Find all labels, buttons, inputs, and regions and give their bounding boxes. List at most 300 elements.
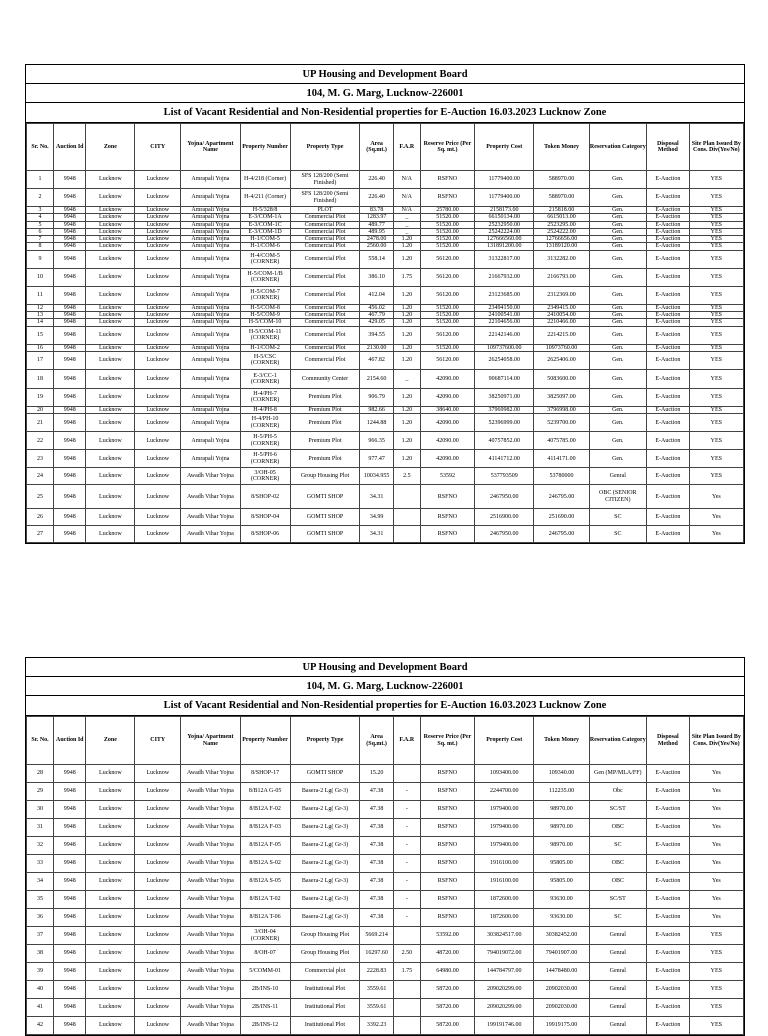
table-body bbox=[27, 765, 744, 1035]
table-cell: 6 bbox=[27, 228, 54, 235]
property-table bbox=[26, 716, 744, 1035]
table-cell bbox=[393, 526, 420, 543]
column-header: F.A.R bbox=[393, 717, 420, 765]
table-cell: RSFNO bbox=[420, 189, 474, 207]
table-cell: 2.50 bbox=[393, 945, 420, 963]
table-cell: Community Center bbox=[290, 369, 360, 388]
table-cell: SC/ST bbox=[589, 801, 646, 819]
table-cell: 3392.23 bbox=[360, 1017, 393, 1035]
table-cell: Genral bbox=[589, 945, 646, 963]
table-cell: Amrapali Yojna bbox=[181, 388, 240, 406]
table-cell: 25 bbox=[27, 485, 54, 509]
table-cell: E-Auction bbox=[646, 344, 689, 351]
table-cell: Yes bbox=[689, 837, 743, 855]
table-cell: 37969982.00 bbox=[475, 406, 534, 413]
table-cell: Lucknow bbox=[86, 326, 135, 344]
column-header: Area (Sq.mt.) bbox=[360, 717, 393, 765]
table-cell: 2210466.00 bbox=[534, 319, 589, 326]
table-cell: Amrapali Yojna bbox=[181, 214, 240, 221]
table-cell bbox=[393, 485, 420, 509]
table-cell: 412.04 bbox=[360, 286, 393, 304]
table-cell: Amrapali Yojna bbox=[181, 250, 240, 268]
table-cell: E-Auction bbox=[646, 250, 689, 268]
table-cell bbox=[393, 927, 420, 945]
table-cell: 2524222.00 bbox=[534, 228, 589, 235]
column-header: Sr. No. bbox=[27, 717, 54, 765]
table-cell: E-Auction bbox=[646, 214, 689, 221]
table-cell: 98970.00 bbox=[534, 819, 589, 837]
table-cell: Basera-2 Lg( Gr-3) bbox=[290, 909, 360, 927]
table-cell: Commercial Plot bbox=[290, 221, 360, 228]
list-title: List of Vacant Residential and Non-Residential properties for E-Auction 16.03.2023 Lucknow Zone bbox=[26, 696, 744, 716]
table-cell: SC bbox=[589, 837, 646, 855]
table-cell: Lucknow bbox=[135, 927, 181, 945]
table-cell: 2.5 bbox=[393, 468, 420, 485]
table-cell: _ bbox=[393, 369, 420, 388]
table-cell: E-Auction bbox=[646, 891, 689, 909]
table-cell: 9948 bbox=[54, 221, 86, 228]
table-cell: GOMTI SHOP bbox=[290, 485, 360, 509]
table-cell: 2523295.00 bbox=[534, 221, 589, 228]
table-cell: E-Auction bbox=[646, 171, 689, 189]
table-cell: - bbox=[393, 801, 420, 819]
table-cell: Commercial Plot bbox=[290, 312, 360, 319]
table-cell: _ bbox=[393, 214, 420, 221]
table-cell: Gen. bbox=[589, 369, 646, 388]
table-cell: Lucknow bbox=[86, 1017, 135, 1035]
table-cell: Lucknow bbox=[86, 344, 135, 351]
table-cell: - bbox=[393, 783, 420, 801]
table-cell: E-Auction bbox=[646, 414, 689, 432]
column-header: Property Type bbox=[290, 124, 360, 171]
table-cell: Lucknow bbox=[86, 783, 135, 801]
table-cell: Lucknow bbox=[135, 999, 181, 1017]
table-cell: Awadh Vihar Yojna bbox=[181, 999, 240, 1017]
table-cell: Lucknow bbox=[86, 837, 135, 855]
table-cell: Awadh Vihar Yojna bbox=[181, 485, 240, 509]
table-cell: 34.31 bbox=[360, 485, 393, 509]
column-header: Property Type bbox=[290, 717, 360, 765]
table-cell: 33 bbox=[27, 855, 54, 873]
table-cell: 16 bbox=[27, 344, 54, 351]
table-cell: 26254058.00 bbox=[475, 351, 534, 369]
table-cell: E-Auction bbox=[646, 837, 689, 855]
table-cell: Amrapali Yojna bbox=[181, 286, 240, 304]
table-cell: 1.20 bbox=[393, 250, 420, 268]
table-cell: 3559.61 bbox=[360, 999, 393, 1017]
table-cell: H-5/PH-6 (CORNER) bbox=[240, 450, 290, 468]
column-header: Reserve Price (Per Sq. mt.) bbox=[420, 717, 474, 765]
table-cell: 9948 bbox=[54, 999, 86, 1017]
table-cell: Lucknow bbox=[135, 963, 181, 981]
table-cell: 34.99 bbox=[360, 509, 393, 526]
table-cell: 1.20 bbox=[393, 388, 420, 406]
table-cell: 2B/INS-10 bbox=[240, 981, 290, 999]
table-row bbox=[27, 432, 744, 450]
table-cell: 9948 bbox=[54, 236, 86, 243]
table-cell: 66150134.00 bbox=[475, 214, 534, 221]
table-cell: 51520.00 bbox=[420, 221, 474, 228]
table-cell: H-5/COM-10 bbox=[240, 319, 290, 326]
address-title: 104, M. G. Marg, Lucknow-226001 bbox=[26, 84, 744, 103]
table-cell: H-5/PH-5 (CORNER) bbox=[240, 432, 290, 450]
table-cell: E-Auction bbox=[646, 801, 689, 819]
table-cell: 251690.00 bbox=[534, 509, 589, 526]
table-cell: Lucknow bbox=[86, 819, 135, 837]
table-cell: Lucknow bbox=[135, 414, 181, 432]
table-cell: YES bbox=[689, 228, 743, 235]
table-cell: Lucknow bbox=[135, 228, 181, 235]
table-cell: 9948 bbox=[54, 304, 86, 311]
table-cell: Awadh Vihar Yojna bbox=[181, 1017, 240, 1035]
table-cell: 467.82 bbox=[360, 351, 393, 369]
table-cell: Gen. bbox=[589, 243, 646, 250]
table-cell: 8/B12A T-02 bbox=[240, 891, 290, 909]
table-cell: Yes bbox=[689, 509, 743, 526]
table-cell: YES bbox=[689, 243, 743, 250]
table-cell: 95805.00 bbox=[534, 873, 589, 891]
table-cell: 982.66 bbox=[360, 406, 393, 413]
table-cell: Lucknow bbox=[135, 765, 181, 783]
table-row bbox=[27, 414, 744, 432]
table-cell: Lucknow bbox=[86, 873, 135, 891]
table-cell: Lucknow bbox=[135, 819, 181, 837]
table-cell: 20 bbox=[27, 406, 54, 413]
auction-list-page-2 bbox=[25, 657, 745, 1036]
table-cell: E-Auction bbox=[646, 927, 689, 945]
table-cell: H-5/328/8 bbox=[240, 207, 290, 214]
table-cell: E-Auction bbox=[646, 243, 689, 250]
table-cell: 9948 bbox=[54, 432, 86, 450]
table-cell: 4114171.00 bbox=[534, 450, 589, 468]
table-cell: E-Auction bbox=[646, 189, 689, 207]
table-cell: 3/OH-04 (CORNER) bbox=[240, 927, 290, 945]
table-cell: 9948 bbox=[54, 509, 86, 526]
table-cell: Lucknow bbox=[86, 981, 135, 999]
table-cell: 1.20 bbox=[393, 243, 420, 250]
table-cell: 51520.00 bbox=[420, 236, 474, 243]
table-cell: OBC (SENIOR CITIZEN) bbox=[589, 485, 646, 509]
table-cell: 226.40 bbox=[360, 189, 393, 207]
table-cell: H-5/CSC (CORNER) bbox=[240, 351, 290, 369]
column-header: Sr. No. bbox=[27, 124, 54, 171]
table-cell: 53592 bbox=[420, 468, 474, 485]
table-cell: Basera-2 Lg( Gr-3) bbox=[290, 801, 360, 819]
table-row bbox=[27, 485, 744, 509]
table-cell: 8/B12A S-02 bbox=[240, 855, 290, 873]
table-row bbox=[27, 450, 744, 468]
table-cell: 467.79 bbox=[360, 312, 393, 319]
table-cell: 2228.83 bbox=[360, 963, 393, 981]
table-cell: 9948 bbox=[54, 1017, 86, 1035]
table-cell: 24 bbox=[27, 468, 54, 485]
table-cell: 9948 bbox=[54, 351, 86, 369]
table-cell: 4075785.00 bbox=[534, 432, 589, 450]
table-cell: 588970.00 bbox=[534, 189, 589, 207]
table-cell: YES bbox=[689, 432, 743, 450]
table-cell: Yes bbox=[689, 526, 743, 543]
table-cell: 7 bbox=[27, 236, 54, 243]
table-row bbox=[27, 909, 744, 927]
table-cell: 8/B12A F-02 bbox=[240, 801, 290, 819]
table-cell: 5083600.00 bbox=[534, 369, 589, 388]
table-cell: E-3/COM-1D bbox=[240, 228, 290, 235]
table-cell: E-Auction bbox=[646, 236, 689, 243]
table-cell: Lucknow bbox=[86, 171, 135, 189]
table-cell: YES bbox=[689, 999, 743, 1017]
table-cell: 131891200.00 bbox=[475, 243, 534, 250]
table-cell bbox=[393, 999, 420, 1017]
table-cell: H-5/COM-7 (CORNER) bbox=[240, 286, 290, 304]
table-cell: 1.20 bbox=[393, 450, 420, 468]
table-cell: 2410054.00 bbox=[534, 312, 589, 319]
table-cell: Lucknow bbox=[135, 837, 181, 855]
table-cell: Premium Plot bbox=[290, 414, 360, 432]
table-cell: 9948 bbox=[54, 286, 86, 304]
list-title: List of Vacant Residential and Non-Residential properties for E-Auction 16.03.2023 Lucknow Zone bbox=[26, 103, 744, 123]
table-cell: E-Auction bbox=[646, 909, 689, 927]
table-cell: Amrapali Yojna bbox=[181, 344, 240, 351]
table-cell: Awadh Vihar Yojna bbox=[181, 927, 240, 945]
table-cell: E-Auction bbox=[646, 304, 689, 311]
table-cell: 38250971.00 bbox=[475, 388, 534, 406]
table-cell: Amrapali Yojna bbox=[181, 414, 240, 432]
table-cell: Lucknow bbox=[86, 236, 135, 243]
table-cell: 9948 bbox=[54, 214, 86, 221]
table-cell: YES bbox=[689, 344, 743, 351]
table-cell: YES bbox=[689, 963, 743, 981]
table-cell: Lucknow bbox=[135, 369, 181, 388]
table-cell: Lucknow bbox=[135, 312, 181, 319]
table-cell: 40757852.00 bbox=[475, 432, 534, 450]
table-cell: Lucknow bbox=[135, 207, 181, 214]
table-cell: H-4/PH-7 (CORNER) bbox=[240, 388, 290, 406]
table-cell: 3559.61 bbox=[360, 981, 393, 999]
table-cell: Awadh Vihar Yojna bbox=[181, 765, 240, 783]
table-row bbox=[27, 344, 744, 351]
table-cell: Gen. bbox=[589, 228, 646, 235]
auction-list-page-1 bbox=[25, 64, 745, 544]
table-cell: 9948 bbox=[54, 312, 86, 319]
table-cell: 2560.00 bbox=[360, 243, 393, 250]
table-cell bbox=[393, 509, 420, 526]
table-cell: 9948 bbox=[54, 369, 86, 388]
table-row bbox=[27, 873, 744, 891]
table-cell: 8/OH-07 bbox=[240, 945, 290, 963]
table-cell: Amrapali Yojna bbox=[181, 189, 240, 207]
table-cell: 9948 bbox=[54, 981, 86, 999]
table-cell: 35 bbox=[27, 891, 54, 909]
table-cell: 9948 bbox=[54, 450, 86, 468]
column-header: Reservation Category bbox=[589, 717, 646, 765]
table-cell: H-4/211 (Corner) bbox=[240, 189, 290, 207]
table-cell: Premium Plot bbox=[290, 406, 360, 413]
table-cell: Gen. bbox=[589, 326, 646, 344]
table-body bbox=[27, 171, 744, 543]
table-cell: 489.95 bbox=[360, 228, 393, 235]
table-cell: Lucknow bbox=[135, 351, 181, 369]
table-row bbox=[27, 981, 744, 999]
table-cell: 9948 bbox=[54, 783, 86, 801]
table-cell: 9948 bbox=[54, 963, 86, 981]
table-cell: E-Auction bbox=[646, 765, 689, 783]
table-cell: Basera-2 Lg( Gr-3) bbox=[290, 819, 360, 837]
table-cell: E-Auction bbox=[646, 228, 689, 235]
table-cell: 8/SHOP-17 bbox=[240, 765, 290, 783]
table-cell: E-3/CC-1 (CORNER) bbox=[240, 369, 290, 388]
table-cell: E-Auction bbox=[646, 406, 689, 413]
table-cell: H-5/COM-8 bbox=[240, 304, 290, 311]
table-cell: 1.75 bbox=[393, 268, 420, 286]
table-cell: SC bbox=[589, 526, 646, 543]
table-cell: 48720.00 bbox=[420, 945, 474, 963]
table-cell: 2154.60 bbox=[360, 369, 393, 388]
table-cell: Lucknow bbox=[135, 189, 181, 207]
table-cell: Gen. bbox=[589, 406, 646, 413]
table-cell: 209020299.00 bbox=[475, 999, 534, 1017]
table-cell: 2 bbox=[27, 189, 54, 207]
table-cell: 64980.00 bbox=[420, 963, 474, 981]
table-cell: 51520.00 bbox=[420, 304, 474, 311]
table-cell: Gen. bbox=[589, 221, 646, 228]
table-cell: 9948 bbox=[54, 250, 86, 268]
table-cell: 47.38 bbox=[360, 891, 393, 909]
table-cell: Lucknow bbox=[86, 526, 135, 543]
table-cell: Lucknow bbox=[135, 171, 181, 189]
table-cell: 9948 bbox=[54, 485, 86, 509]
table-cell: E-Auction bbox=[646, 351, 689, 369]
table-cell: 15.20 bbox=[360, 765, 393, 783]
table-cell: Gen. bbox=[589, 207, 646, 214]
table-cell: Amrapali Yojna bbox=[181, 207, 240, 214]
table-cell: RSFNO bbox=[420, 171, 474, 189]
table-cell: 25242224.00 bbox=[475, 228, 534, 235]
table-cell: 1979400.00 bbox=[475, 819, 534, 837]
table-cell: E-Auction bbox=[646, 855, 689, 873]
table-cell: 34 bbox=[27, 873, 54, 891]
table-cell: 3 bbox=[27, 207, 54, 214]
table-cell: E-Auction bbox=[646, 999, 689, 1017]
table-cell: Group Housing Plot bbox=[290, 468, 360, 485]
table-cell: Genral bbox=[589, 981, 646, 999]
table-cell: Gen. bbox=[589, 214, 646, 221]
table-cell: Lucknow bbox=[135, 250, 181, 268]
table-cell: 58720.00 bbox=[420, 981, 474, 999]
table-cell: 9 bbox=[27, 250, 54, 268]
table-cell: Commercial Plot bbox=[290, 236, 360, 243]
table-cell: Lucknow bbox=[86, 312, 135, 319]
table-cell: Amrapali Yojna bbox=[181, 236, 240, 243]
table-cell: 47.38 bbox=[360, 855, 393, 873]
table-cell: 38640.00 bbox=[420, 406, 474, 413]
table-cell: H-5/COM-9 bbox=[240, 312, 290, 319]
table-cell: Gen. bbox=[589, 286, 646, 304]
table-cell: Lucknow bbox=[135, 432, 181, 450]
table-cell: RSFNO bbox=[420, 909, 474, 927]
table-cell: 1979400.00 bbox=[475, 837, 534, 855]
table-cell: 41 bbox=[27, 999, 54, 1017]
table-cell: YES bbox=[689, 945, 743, 963]
table-cell: 5239700.00 bbox=[534, 414, 589, 432]
column-header: Area (Sq.mt.) bbox=[360, 124, 393, 171]
table-cell: Lucknow bbox=[135, 783, 181, 801]
table-cell: 58720.00 bbox=[420, 1017, 474, 1035]
table-cell: Lucknow bbox=[135, 468, 181, 485]
table-cell: 52396999.00 bbox=[475, 414, 534, 432]
column-header: Reservation Category bbox=[589, 124, 646, 171]
table-cell: 8/B12A S-05 bbox=[240, 873, 290, 891]
column-header: Property Number bbox=[240, 124, 290, 171]
table-row bbox=[27, 319, 744, 326]
table-row bbox=[27, 1017, 744, 1035]
table-cell: 5 bbox=[27, 221, 54, 228]
table-cell: H-4/PH-10 (CORNER) bbox=[240, 414, 290, 432]
table-cell: Obc bbox=[589, 783, 646, 801]
table-cell: 83.78 bbox=[360, 207, 393, 214]
table-cell: E-Auction bbox=[646, 526, 689, 543]
table-cell: 98970.00 bbox=[534, 801, 589, 819]
column-header: Zone bbox=[86, 124, 135, 171]
table-cell: Lucknow bbox=[135, 945, 181, 963]
table-cell: Basera-2 Lg( Gr-3) bbox=[290, 873, 360, 891]
table-cell: Lucknow bbox=[86, 485, 135, 509]
table-cell: 8/B12A F-03 bbox=[240, 819, 290, 837]
table-cell: Awadh Vihar Yojna bbox=[181, 526, 240, 543]
table-cell: 9948 bbox=[54, 268, 86, 286]
table-cell: 9948 bbox=[54, 819, 86, 837]
table-cell: 1872600.00 bbox=[475, 891, 534, 909]
table-cell: 56120.00 bbox=[420, 268, 474, 286]
table-cell: Lucknow bbox=[86, 450, 135, 468]
table-cell: 31 bbox=[27, 819, 54, 837]
table-row bbox=[27, 304, 744, 311]
table-cell: 966.35 bbox=[360, 432, 393, 450]
table-cell: Lucknow bbox=[86, 268, 135, 286]
table-cell: Awadh Vihar Yojna bbox=[181, 468, 240, 485]
table-cell: 10973760.00 bbox=[534, 344, 589, 351]
table-cell: 93630.00 bbox=[534, 891, 589, 909]
table-cell: 42090.00 bbox=[420, 388, 474, 406]
table-cell: YES bbox=[689, 214, 743, 221]
table-cell: YES bbox=[689, 1017, 743, 1035]
table-cell: E-Auction bbox=[646, 783, 689, 801]
table-cell: 51520.00 bbox=[420, 243, 474, 250]
table-cell: Premium Plot bbox=[290, 450, 360, 468]
table-cell: Lucknow bbox=[86, 891, 135, 909]
table-cell: 18 bbox=[27, 369, 54, 388]
table-row bbox=[27, 250, 744, 268]
table-row bbox=[27, 214, 744, 221]
table-cell: 39 bbox=[27, 963, 54, 981]
table-cell: 6615013.00 bbox=[534, 214, 589, 221]
table-cell: E-Auction bbox=[646, 207, 689, 214]
table-cell: 25232950.00 bbox=[475, 221, 534, 228]
table-cell: Group Housing Plot bbox=[290, 945, 360, 963]
table-cell: YES bbox=[689, 388, 743, 406]
table-cell: Lucknow bbox=[86, 214, 135, 221]
table-cell: Amrapali Yojna bbox=[181, 406, 240, 413]
column-header: Auction Id bbox=[54, 124, 86, 171]
table-cell: Basera-2 Lg( Gr-3) bbox=[290, 855, 360, 873]
table-cell: E-Auction bbox=[646, 873, 689, 891]
table-cell: YES bbox=[689, 189, 743, 207]
table-cell: 2B/INS-11 bbox=[240, 999, 290, 1017]
table-cell: 2625406.00 bbox=[534, 351, 589, 369]
table-cell: Lucknow bbox=[86, 855, 135, 873]
table-cell: Awadh Vihar Yojna bbox=[181, 855, 240, 873]
table-cell: 12 bbox=[27, 304, 54, 311]
table-cell: 41141712.00 bbox=[475, 450, 534, 468]
